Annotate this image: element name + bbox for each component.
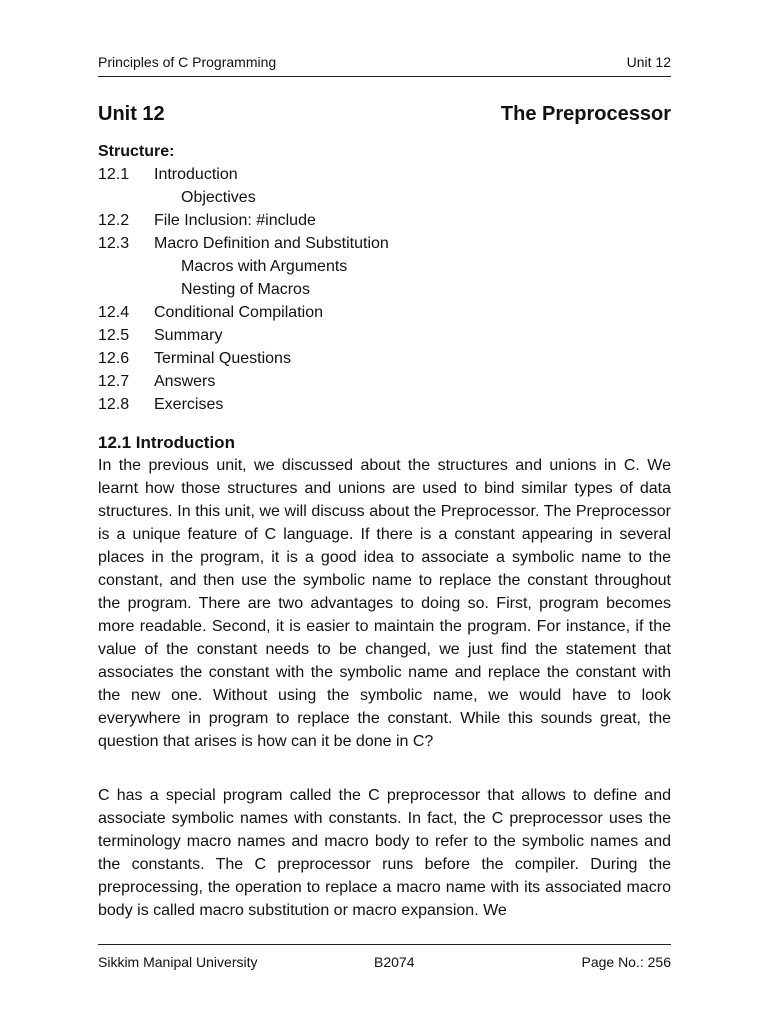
section-heading: 12.1 Introduction [98, 433, 235, 452]
toc-item [98, 393, 224, 416]
toc-title: Introduction [154, 166, 238, 183]
toc-subitem [98, 186, 256, 209]
toc-item [98, 163, 238, 186]
toc-subtitle: Objectives [181, 189, 256, 206]
header-unit-label: Unit 12 [626, 54, 671, 70]
toc-item [98, 324, 223, 347]
toc-title: Macro Definition and Substitution [154, 235, 389, 252]
toc-title: Summary [154, 327, 223, 344]
footer-divider [98, 944, 671, 945]
toc-number: 12.7 [98, 373, 130, 390]
toc-title: File Inclusion: #include [154, 212, 316, 229]
page-footer [98, 953, 671, 971]
toc-item [98, 301, 323, 324]
toc-number: 12.4 [98, 304, 130, 321]
header-divider [98, 76, 671, 77]
header-course-title: Principles of C Programming [98, 54, 277, 70]
toc-subitem [98, 278, 310, 301]
running-header [98, 53, 671, 71]
toc-item [98, 209, 316, 232]
toc-title: Terminal Questions [154, 350, 291, 367]
toc-number: 12.6 [98, 350, 130, 367]
structure-label: Structure: [98, 143, 175, 160]
toc-title: Exercises [154, 396, 224, 413]
toc-number: 12.8 [98, 396, 130, 413]
toc-title: Answers [154, 373, 216, 390]
toc-subitem [98, 255, 348, 278]
unit-name: The Preprocessor [500, 103, 671, 125]
structure-list [98, 140, 389, 416]
toc-number: 12.1 [98, 166, 130, 183]
body-paragraph: In the previous unit, we discussed about the structures and unions in C. We learnt how those structures and unions are used to bind similar types of data structures. In this unit, we will discuss about the Preprocessor. The Preprocessor is a unique feature of C language. If there is a constant appearing in several places in the program, it is a good idea to associate a symbolic name to the constant, and then use the symbolic name to replace the constant throughout the program. There are two advantages to doing so. First, program becomes more readable. Second, it is easier to maintain the program. For instance, if the value of the constant needs to be changed, we just find the statement that associates the constant with the symbolic name and replace the constant with the new one. Without using the symbolic name, we would have to look everywhere in program to replace the constant. While this sounds great, the question that arises is how can it be done in C? [98, 457, 671, 750]
toc-item [98, 370, 216, 393]
footer-course-code: B2074 [374, 954, 415, 970]
toc-title: Conditional Compilation [154, 304, 323, 321]
toc-number: 12.5 [98, 327, 130, 344]
toc-subtitle: Macros with Arguments [181, 258, 348, 275]
toc-number: 12.2 [98, 212, 130, 229]
unit-number: Unit 12 [98, 103, 165, 125]
toc-item [98, 232, 389, 255]
body-paragraph: C has a special program called the C preprocessor that allows to define and associate symbolic names with constants. In fact, the C preprocessor uses the terminology macro names and macro body to refer to the symbolic names and the constants. The C preprocessor runs before the compiler. During the preprocessing, the operation to replace a macro name with its associated macro body is called macro substitution or macro expansion. We [98, 787, 671, 919]
toc-subtitle: Nesting of Macros [181, 281, 310, 298]
toc-number: 12.3 [98, 235, 130, 252]
unit-title [98, 101, 671, 127]
footer-university: Sikkim Manipal University [98, 954, 258, 970]
toc-item [98, 347, 291, 370]
footer-page-number: Page No.: 256 [581, 954, 671, 970]
